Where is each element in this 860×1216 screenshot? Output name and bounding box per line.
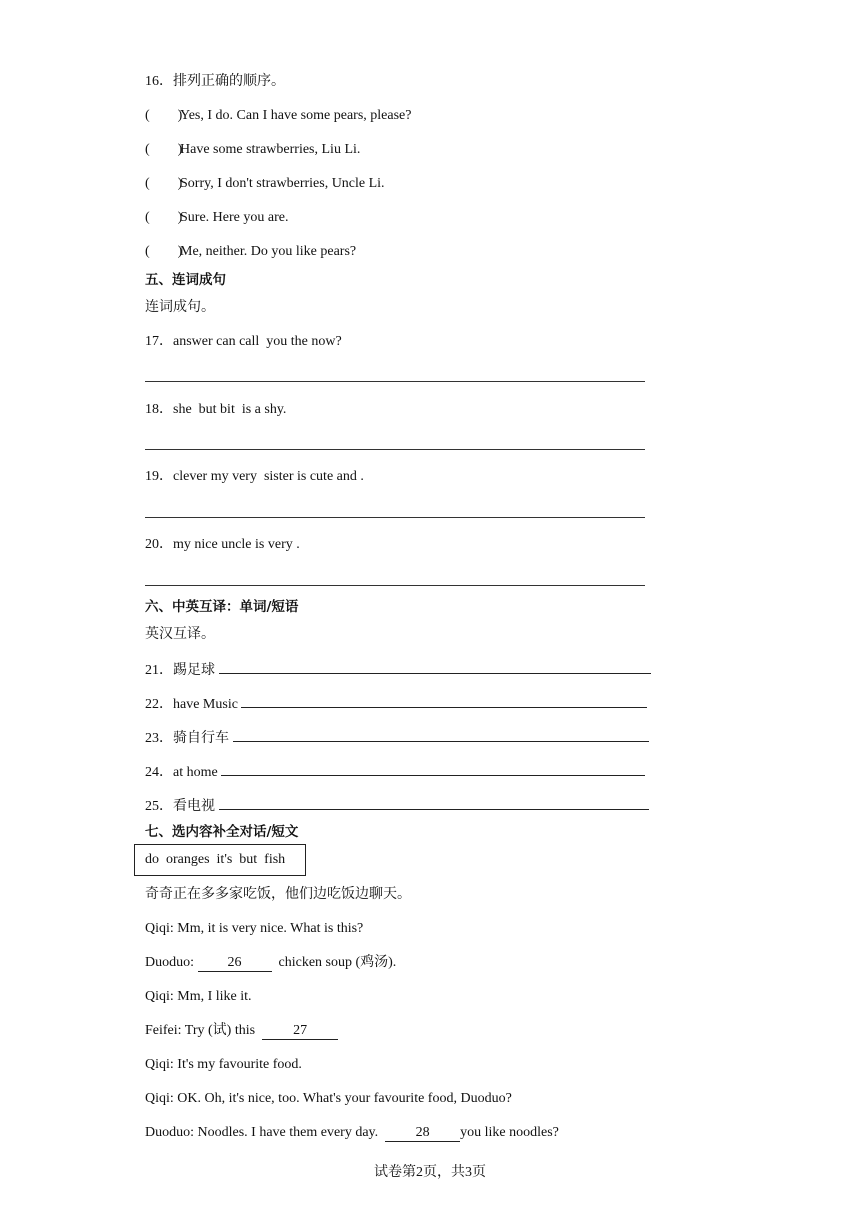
speaker-text: Duoduo: xyxy=(145,955,198,970)
q23-text: 23．骑自行车 xyxy=(145,731,229,746)
q19-answer-line[interactable] xyxy=(145,517,645,518)
answer-paren[interactable]: ( ) xyxy=(145,176,183,191)
page-footer: 试卷第2页，共3页 xyxy=(374,1165,486,1180)
dialogue-line-3: Qiqi: Mm, I like it. xyxy=(145,989,252,1004)
q18-answer-line[interactable] xyxy=(145,449,645,450)
q25 xyxy=(145,795,649,816)
q16-item-text: Yes, I do. Can I have some pears, please? xyxy=(180,108,412,123)
q19: 19．clever my very sister is cute and . xyxy=(145,469,364,484)
q16-item-text: Sure. Here you are. xyxy=(180,210,289,225)
dialogue-text: chicken soup (鸡汤). xyxy=(271,955,397,970)
q22-answer-line[interactable] xyxy=(241,693,647,708)
blank-28[interactable]: 28 xyxy=(385,1125,460,1142)
q23 xyxy=(145,727,649,748)
q21-text: 21．踢足球 xyxy=(145,663,215,678)
q24-answer-line[interactable] xyxy=(221,761,645,776)
q16-item-text: Sorry, I don't strawberries, Uncle Li. xyxy=(180,176,385,191)
blank-27[interactable]: 27 xyxy=(262,1023,338,1040)
blank-26[interactable]: 26 xyxy=(198,955,272,972)
q22-text: 22．have Music xyxy=(145,697,238,712)
q24 xyxy=(145,761,645,782)
answer-paren[interactable]: ( ) xyxy=(145,108,183,123)
q25-text: 25．看电视 xyxy=(145,799,215,814)
dialogue-line-7 xyxy=(145,1124,559,1142)
answer-paren[interactable]: ( ) xyxy=(145,142,183,157)
q16-title: 16．排列正确的顺序。 xyxy=(145,74,285,89)
word-bank-box xyxy=(134,844,306,876)
dialogue-line-5: Qiqi: It's my favourite food. xyxy=(145,1057,302,1072)
q16-item-1 xyxy=(145,107,411,125)
dialogue-text: Duoduo: Noodles. I have them every day. xyxy=(145,1125,386,1140)
q21-answer-line[interactable] xyxy=(219,659,651,674)
dialogue-line-4 xyxy=(145,1022,338,1040)
q16-item-text: Me, neither. Do you like pears? xyxy=(180,244,357,259)
q20: 20．my nice uncle is very . xyxy=(145,537,300,552)
q23-answer-line[interactable] xyxy=(233,727,649,742)
q16-item-5 xyxy=(145,243,356,261)
q16-item-2 xyxy=(145,141,360,159)
q16-item-text: Have some strawberries, Liu Li. xyxy=(180,142,361,157)
q16-item-4 xyxy=(145,209,288,227)
q21 xyxy=(145,659,651,680)
q16-item-3 xyxy=(145,175,385,193)
section6-heading: 六、中英互译：单词/短语 xyxy=(145,599,299,615)
section7-heading: 七、选内容补全对话/短文 xyxy=(145,824,299,840)
q17-answer-line[interactable] xyxy=(145,381,645,382)
q25-answer-line[interactable] xyxy=(219,795,649,810)
q18: 18．she but bit is a shy. xyxy=(145,402,287,417)
section6-instruction: 英汉互译。 xyxy=(145,627,215,642)
q20-answer-line[interactable] xyxy=(145,585,645,586)
answer-paren[interactable]: ( ) xyxy=(145,210,183,225)
dialogue-intro: 奇奇正在多多家吃饭，他们边吃饭边聊天。 xyxy=(145,887,411,902)
q24-text: 24．at home xyxy=(145,765,218,780)
word-bank-text: do oranges it's but fish xyxy=(145,852,286,867)
q22 xyxy=(145,693,647,714)
dialogue-text: you like noodles? xyxy=(460,1125,559,1140)
section5-instruction: 连词成句。 xyxy=(145,300,215,315)
dialogue-line-2 xyxy=(145,954,396,972)
dialogue-line-1: Qiqi: Mm, it is very nice. What is this? xyxy=(145,921,364,936)
q17: 17．answer can call you the now? xyxy=(145,334,342,349)
dialogue-line-6: Qiqi: OK. Oh, it's nice, too. What's your favourite food, Duoduo? xyxy=(145,1091,512,1106)
dialogue-text: Feifei: Try (试) this xyxy=(145,1023,263,1038)
section5-heading: 五、连词成句 xyxy=(145,272,226,288)
answer-paren[interactable]: ( ) xyxy=(145,244,183,259)
